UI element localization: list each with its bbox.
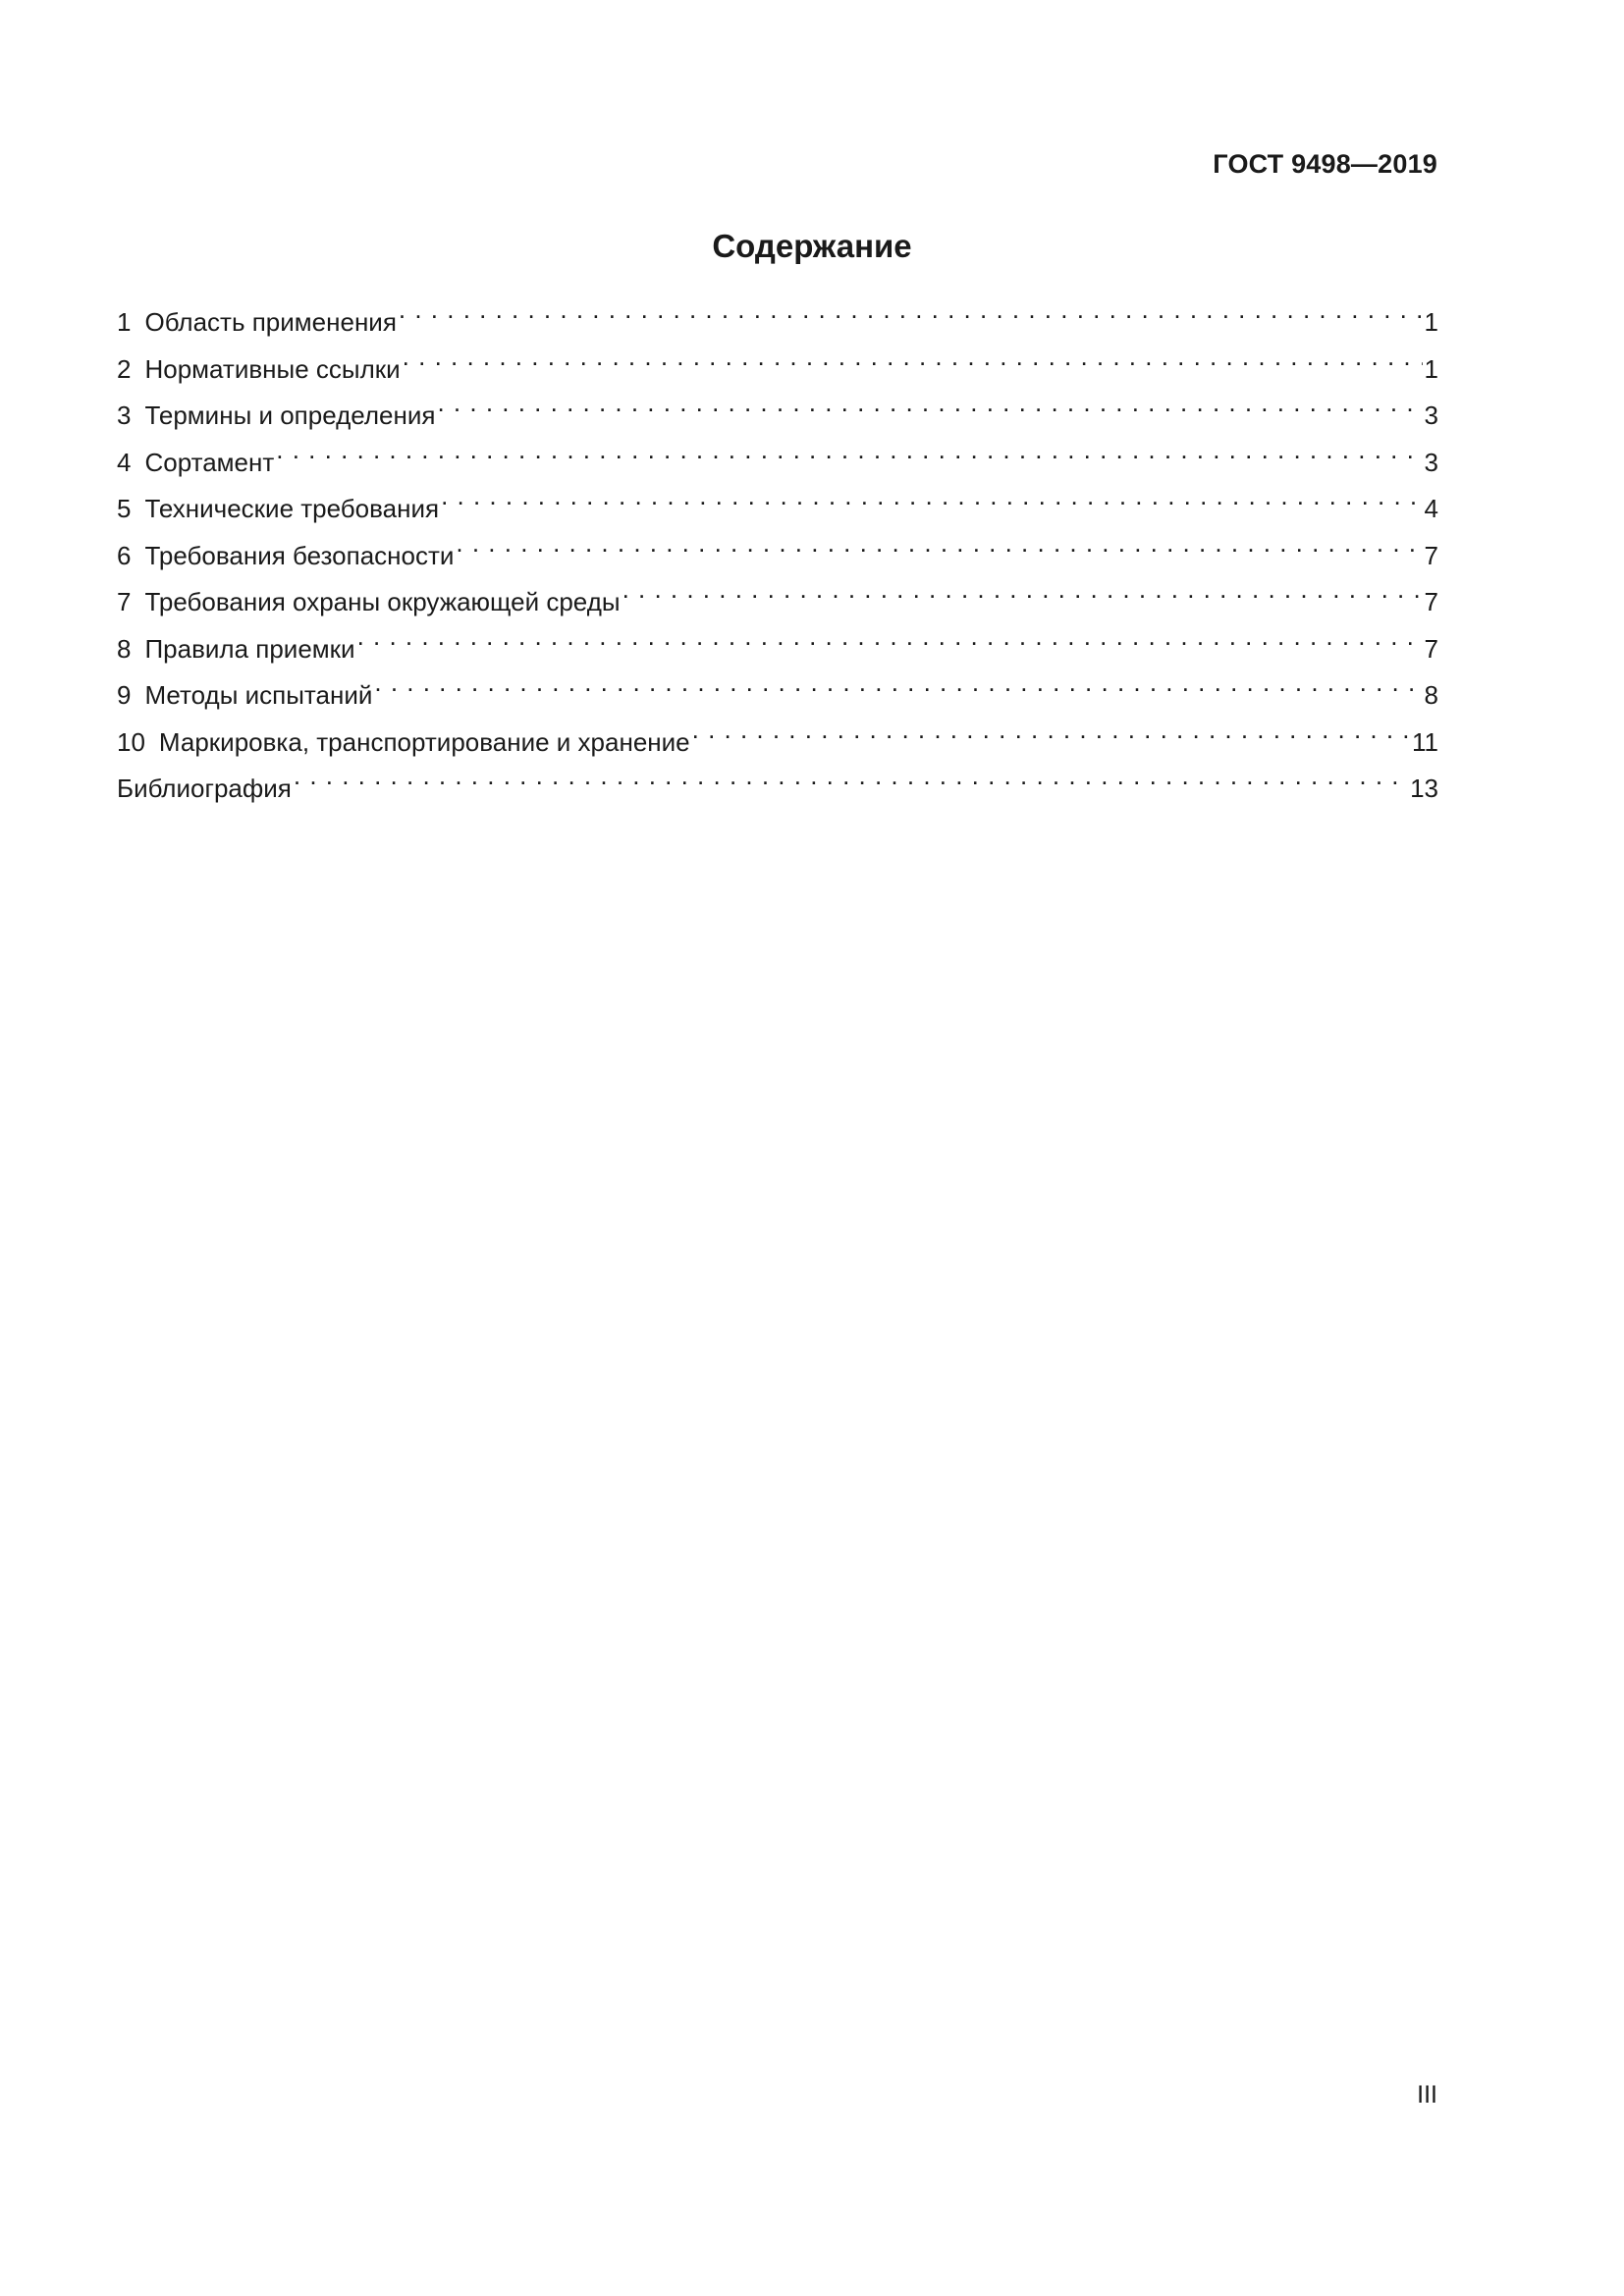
toc-item-number: 9	[117, 680, 132, 710]
toc-item-label: Сортамент	[144, 447, 275, 477]
toc-dot-leader	[692, 725, 1410, 751]
toc-item-10[interactable]	[117, 720, 1438, 767]
toc-item-number: 1	[117, 307, 132, 337]
toc-item-number: 3	[117, 400, 132, 430]
toc-item-4[interactable]	[117, 440, 1438, 487]
toc-item-number: 6	[117, 540, 132, 570]
toc-dot-leader	[441, 492, 1422, 517]
toc-item-page: 11	[1412, 726, 1438, 757]
toc-dot-leader	[456, 539, 1422, 564]
toc-item-1[interactable]	[117, 299, 1438, 347]
page-number: III	[1417, 2081, 1437, 2109]
toc-item-number: 2	[117, 353, 132, 384]
toc-item-number: 5	[117, 494, 132, 523]
toc-item-page: 1	[1424, 353, 1438, 384]
toc-dot-leader	[357, 632, 1423, 658]
toc-dot-leader	[374, 678, 1422, 704]
toc-dot-leader	[294, 772, 1408, 797]
toc-item-page: 4	[1424, 494, 1438, 523]
toc-item-page: 3	[1424, 400, 1438, 430]
toc-dot-leader	[399, 305, 1423, 331]
toc-item-number: 4	[117, 447, 132, 477]
toc-item-page: 3	[1424, 447, 1438, 477]
toc-dot-leader	[623, 585, 1423, 611]
toc-item-page: 7	[1424, 587, 1438, 616]
toc-item-5[interactable]	[117, 486, 1438, 533]
toc-item-number: 10	[117, 726, 145, 757]
toc-item-label: Правила приемки	[144, 633, 355, 664]
table-of-contents	[117, 299, 1438, 813]
toc-item-8[interactable]	[117, 626, 1438, 673]
toc-dot-leader	[403, 352, 1423, 378]
toc-item-label: Маркировка, транспортирование и хранение	[158, 726, 690, 757]
toc-item-label: Технические требования	[144, 494, 440, 523]
toc-title: Содержание	[712, 228, 912, 264]
toc-dot-leader	[276, 446, 1422, 471]
toc-item-3[interactable]	[117, 393, 1438, 440]
toc-item-page: 7	[1424, 633, 1438, 664]
toc-item-number: 8	[117, 633, 132, 664]
toc-item-page: 1	[1424, 307, 1438, 337]
toc-item-7[interactable]	[117, 579, 1438, 626]
toc-item-2[interactable]	[117, 347, 1438, 394]
toc-item-page: 13	[1410, 774, 1438, 803]
toc-item-label: Нормативные ссылки	[144, 353, 401, 384]
document-code: ГОСТ 9498—2019	[1213, 149, 1437, 179]
toc-item-6[interactable]	[117, 533, 1438, 580]
toc-item-label: Термины и определения	[144, 400, 436, 430]
toc-item-label: Область применения	[144, 307, 397, 337]
toc-item-label: Библиография	[117, 774, 292, 803]
toc-dot-leader	[437, 399, 1422, 424]
toc-item-label: Требования охраны окружающей среды	[144, 587, 621, 616]
toc-item-9[interactable]	[117, 672, 1438, 720]
toc-item-label: Методы испытаний	[144, 680, 373, 710]
toc-item-number: 7	[117, 587, 132, 616]
toc-item-page: 8	[1424, 680, 1438, 710]
toc-item-bibliography[interactable]	[117, 766, 1438, 813]
toc-item-page: 7	[1424, 540, 1438, 570]
toc-item-label: Требования безопасности	[144, 540, 455, 570]
